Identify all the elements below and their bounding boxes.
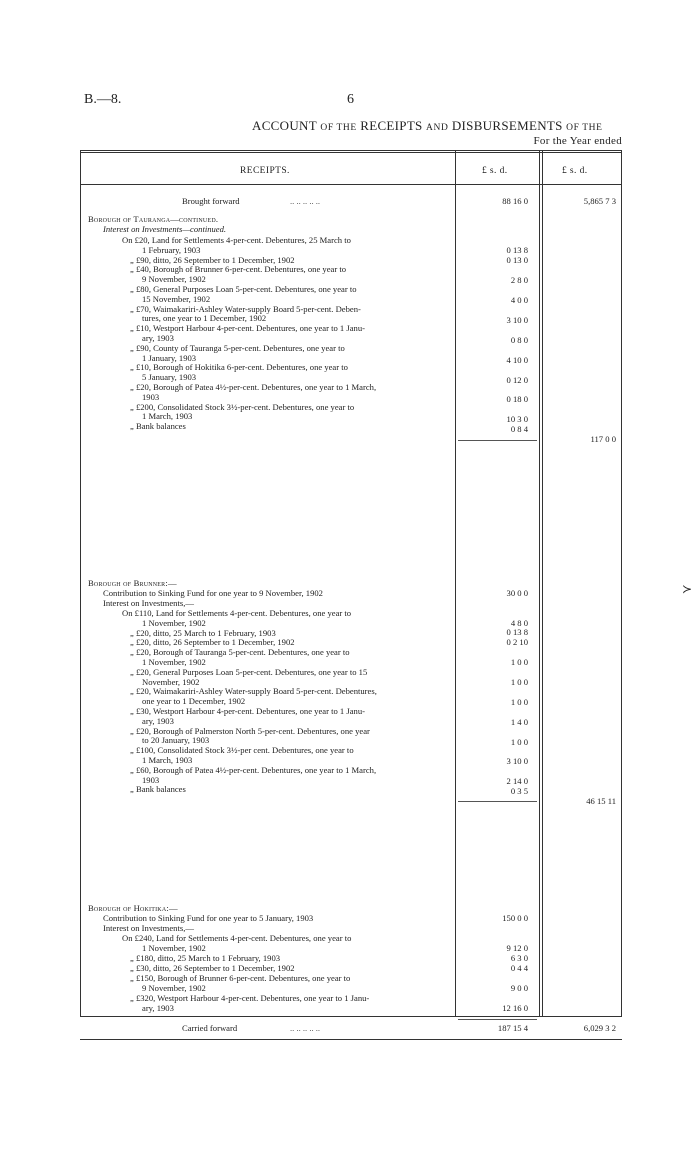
section-subheading: Interest on Investments,— [103,923,194,933]
line-amount: 0 13 0 [506,255,528,265]
receipt-line: „ Bank balances [130,784,186,795]
receipt-line: „ £80, General Purposes Loan 5-per-cent. Debentures, one year to [130,284,357,294]
column-divider [542,150,543,1017]
receipt-line: 5 January, 1903 [142,372,197,383]
receipt-line: „ £20, Borough of Patea 4½-per-cent. Debentures, one year to 1 March, [130,382,377,392]
receipt-line: ary, 1903 [142,715,174,726]
receipt-line: „ £10, Westport Harbour 4-per-cent. Debentures, one year to 1 Janu- [130,323,365,334]
receipt-line: to 20 January, 1903 [142,735,210,746]
leader-dots: .. .. .. .. .. [290,196,321,206]
column-divider [455,150,456,1017]
subtotal-rule [458,440,537,441]
line-amount: 0 8 4 [510,424,528,434]
receipt-line: 9 November, 1902 [142,983,206,993]
line-amount: 3 10 0 [506,756,528,766]
receipt-line: „ £20, ditto, 26 September to 1 December, 1902 [130,637,295,648]
receipt-line: „ £90, County of Tauranga 5-per-cent. Debentures, one year to [130,342,345,353]
line-amount: 0 3 5 [510,786,528,796]
receipt-line: „ £30, Westport Harbour 4-per-cent. Debentures, one year to 1 Janu- [130,706,365,716]
receipt-line: „ £150, Borough of Brunner 6-per-cent. Debentures, one year to [130,973,351,983]
header-rule [80,184,622,185]
leader-dots: .. .. .. .. .. [290,1023,321,1033]
receipt-line: „ £180, ditto, 25 March to 1 February, 1903 [130,953,281,963]
line-amount: 1 0 0 [510,677,528,687]
receipt-line: 1 March, 1903 [142,411,193,422]
page-number: 6 [347,92,354,107]
receipt-line: „ £40, Borough of Brunner 6-per-cent. Debentures, one year to [130,264,347,275]
document-reference: B.—8. [84,92,122,107]
line-amount: 12 16 0 [502,1003,528,1013]
receipt-line: „ £20, Waimakariri-Ashley Water-supply Board 5-per-cent. Debentures, [130,686,377,697]
footer-rule [80,1039,622,1040]
tauranga-total: 117 0 0 [590,434,616,444]
receipt-line: On £110, Land for Settlements 4-per-cent. Debentures, one year to [122,608,352,618]
line-amount: 4 10 0 [506,355,528,365]
account-subtitle: For the Year ended [533,135,622,147]
section-subheading: Interest on Investments,— [103,598,194,608]
contribution-amount: 150 0 0 [502,913,528,923]
receipt-line: 1903 [142,774,160,785]
section-subheading: Interest on Investments—continued. [103,224,227,234]
contribution-amount: 30 0 0 [506,588,528,598]
subtotal-rule [458,801,537,802]
line-amount: 1 4 0 [510,717,528,727]
receipt-line: „ £90, ditto, 26 September to 1 December, 1902 [130,254,295,265]
receipt-line: „ £100, Consolidated Stock 3½-per cent. Debentures, one year to [130,745,354,756]
line-amount: 1 0 0 [510,657,528,667]
line-amount: 0 2 10 [506,637,528,647]
line-amount: 4 8 0 [510,618,528,628]
line-amount: 1 0 0 [510,697,528,707]
line-amount: 0 13 8 [506,627,528,637]
column-divider [539,150,540,1017]
line-amount: 9 0 0 [510,983,528,993]
section-heading: Borough of Hokitika:— [88,903,178,913]
subtotal-rule [458,1019,537,1020]
carried-forward-total: 6,029 3 2 [583,1023,616,1033]
receipt-line: 9 November, 1902 [142,274,206,285]
title-word: ACCOUNT [252,118,317,133]
title-word: AND [426,123,449,133]
receipt-line: 1 November, 1902 [142,617,206,628]
receipt-line: „ £320, Westport Harbour 4-per-cent. Debentures, one year to 1 Janu- [130,993,370,1003]
line-amount: 0 18 0 [506,394,528,404]
carried-forward-label: Carried forward [182,1023,238,1033]
line-amount: 6 3 0 [510,953,528,963]
receipt-line: „ £20, Borough of Tauranga 5-per-cent. Debentures, one year to [130,647,350,658]
contribution-line: Contribution to Sinking Fund for one year to 5 January, 1903 [103,913,314,923]
line-amount: 4 0 0 [510,295,528,305]
receipt-line: On £240, Land for Settlements 4-per-cent. Debentures, one year to [122,933,352,943]
receipt-line: „ £70, Waimakariri-Ashley Water-supply Board 5-per-cent. Deben- [130,303,361,314]
receipt-line: 1 February, 1903 [142,244,201,255]
receipt-line: 1 November, 1902 [142,943,206,953]
line-amount: 0 12 0 [506,375,528,385]
table-left-border [80,150,81,1017]
receipt-line: „ Bank balances [130,421,186,432]
receipt-line: 15 November, 1902 [142,293,211,304]
line-amount: 0 8 0 [510,335,528,345]
line-amount: 10 3 0 [506,414,528,424]
receipt-line: „ £60, Borough of Patea 4½-per-cent. Debentures, one year to 1 March, [130,764,377,775]
title-word: DISBURSEMENTS [451,118,563,133]
table-top-rule [80,150,622,151]
line-amount: 3 10 0 [506,315,528,325]
table-right-border [621,150,622,1017]
account-title [252,118,603,134]
receipts-column-header: RECEIPTS. [240,166,290,176]
table-bottom-rule [80,1016,622,1017]
receipt-line: tures, one year to 1 December, 1902 [142,313,267,324]
receipt-line: 1 March, 1903 [142,755,193,765]
line-amount: 2 8 0 [510,275,528,285]
title-word: OF THE [566,123,603,133]
total-column-header: £ s. d. [562,166,588,176]
contribution-line: Contribution to Sinking Fund for one year to 9 November, 1902 [103,588,323,598]
receipt-line: ary, 1903 [142,333,174,343]
receipt-line: 1 January, 1903 [142,352,197,363]
receipt-line: November, 1902 [142,676,200,687]
receipt-line: „ £200, Consolidated Stock 3½-per-cent. Debentures, one year to [130,401,355,412]
amount-column-header: £ s. d. [482,166,508,176]
brought-forward-label: Brought forward [182,196,240,206]
title-word: OF THE [320,123,357,133]
section-heading: Borough of Tauranga—continued. [88,214,219,224]
line-amount: 9 12 0 [506,943,528,953]
receipt-line: 1 November, 1902 [142,657,206,667]
receipt-line: 1903 [142,391,160,402]
line-amount: 0 13 8 [506,245,528,255]
brought-forward-amount: 88 16 0 [502,196,528,206]
section-heading: Borough of Brunner:— [88,578,177,588]
receipt-line: „ £20, General Purposes Loan 5-per-cent. Debentures, one year to 15 [130,666,368,677]
brought-forward-total: 5,865 7 3 [583,196,616,206]
carried-forward-amount: 187 15 4 [497,1023,528,1033]
receipt-line: „ £30, ditto, 26 September to 1 December, 1902 [130,963,295,973]
receipt-line: On £20, Land for Settlements 4-per-cent. Debentures, 25 March to [122,235,351,245]
line-amount: 2 14 0 [506,776,528,786]
receipt-line: „ £20, ditto, 25 March to 1 February, 1903 [130,627,276,638]
receipt-line: „ £10, Borough of Hokitika 6-per-cent. Debentures, one year to [130,362,348,373]
margin-mark: ≻ [682,582,693,596]
brunner-total: 46 15 11 [586,796,616,806]
table-top-rule-2 [80,152,622,153]
receipt-line: ary, 1903 [142,1003,174,1013]
line-amount: 0 4 4 [510,963,528,973]
receipt-line: one year to 1 December, 1902 [142,696,246,707]
title-word: RECEIPTS [360,118,423,133]
line-amount: 1 0 0 [510,737,528,747]
receipt-line: „ £20, Borough of Palmerston North 5-per-cent. Debentures, one year [130,725,370,736]
